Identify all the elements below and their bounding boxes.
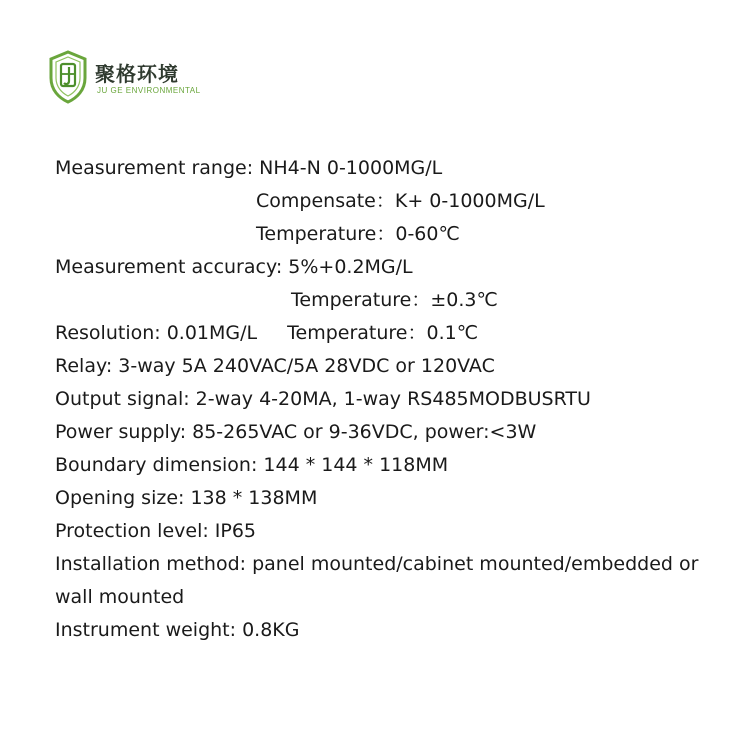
brand-name-cn: 聚格环境 bbox=[95, 62, 179, 86]
spec-boundary-dimension: Boundary dimension: 144 * 144 * 118MM bbox=[55, 454, 449, 476]
spec-installation-method: Installation method: panel mounted/cabinet mounted/embedded or wall mounted bbox=[55, 553, 699, 608]
spec-opening-size: Opening size: 138 * 138MM bbox=[55, 487, 318, 509]
spec-output-signal: Output signal: 2-way 4-20MA, 1-way RS485MODBUSRTU bbox=[55, 388, 591, 410]
spec-compensate: Compensate：K+ 0-1000MG/L bbox=[256, 190, 545, 212]
spec-resolution-row bbox=[55, 317, 735, 350]
spec-temperature-accuracy: Temperature：±0.3℃ bbox=[291, 289, 498, 311]
spec-relay: Relay: 3-way 5A 240VAC/5A 28VDC or 120VAC bbox=[55, 355, 495, 377]
brand-logo bbox=[48, 50, 201, 106]
brand-name-en: JU GE ENVIRONMENTAL bbox=[97, 86, 201, 95]
spec-power-supply: Power supply: 85-265VAC or 9-36VDC, power:<3W bbox=[55, 421, 537, 443]
spec-temperature-range: Temperature：0-60℃ bbox=[256, 223, 460, 245]
spec-measurement-accuracy: Measurement accuracy: 5%+0.2MG/L bbox=[55, 256, 413, 278]
shield-jg-icon bbox=[48, 50, 88, 104]
spec-list bbox=[55, 152, 735, 647]
spec-protection-level: Protection level: IP65 bbox=[55, 520, 257, 542]
spec-instrument-weight: Instrument weight: 0.8KG bbox=[55, 619, 300, 641]
spec-resolution: Resolution: 0.01MG/L bbox=[55, 322, 258, 344]
spec-measurement-range: Measurement range: NH4-N 0-1000MG/L bbox=[55, 157, 443, 179]
spec-temperature-resolution: Temperature：0.1℃ bbox=[287, 322, 479, 344]
